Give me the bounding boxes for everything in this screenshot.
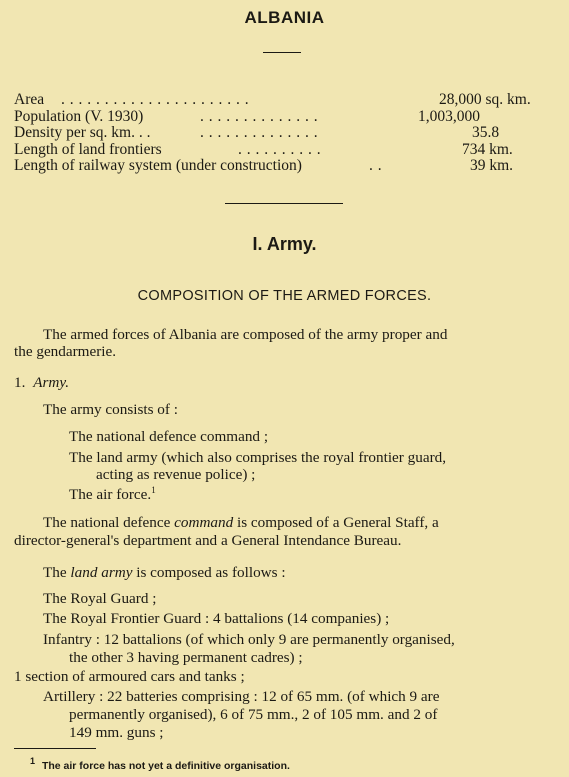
footnote-divider [14, 748, 96, 749]
stat-value: 734 km. [462, 140, 513, 158]
stat-leader-dots: . . . . . . . . . . [238, 140, 322, 158]
list-item: The land army (which also comprises the royal frontier guard, [69, 449, 447, 466]
stat-label: Population (V. 1930) [14, 107, 144, 125]
subsection-number: 1. [14, 374, 26, 391]
footnote [30, 756, 290, 772]
subsection-heading [14, 374, 69, 392]
stat-leader-dots: . . . . . . . . . . . . . . [200, 124, 319, 141]
list-item: Infantry : 12 battalions (of which only 9 are permanently organised, [43, 631, 455, 648]
paragraph-line [43, 514, 439, 532]
stat-value: 1,003,000 [418, 107, 480, 125]
paragraph-line: The army consists of : [43, 401, 178, 418]
stat-leader-dots: . . . . . . . . . . . . . . . . . . . . . . [61, 91, 250, 108]
list-item: The national defence command ; [69, 428, 269, 445]
title-divider [263, 52, 301, 53]
list-item: The Royal Frontier Guard : 4 battalions (14 companies) ; [43, 610, 390, 627]
list-item-continuation: 149 mm. guns ; [69, 724, 164, 741]
section-heading: COMPOSITION OF THE ARMED FORCES. [137, 288, 432, 304]
footnote-reference: 1 [151, 485, 156, 495]
emphasis-text: land army [70, 564, 133, 581]
list-item-continuation: permanently organised), 6 of 75 mm., 2 of 105 mm. and 2 of [69, 706, 438, 723]
list-item [69, 485, 156, 504]
chapter-heading: I. Army. [252, 234, 317, 254]
paragraph-line: the gendarmerie. [14, 343, 117, 360]
paragraph-line: The armed forces of Albania are composed of the army proper and [43, 326, 448, 343]
subsection-title: Army. [33, 374, 70, 391]
emphasis-text: command [174, 514, 234, 531]
text-run: is composed of a General Staff, a [233, 514, 439, 531]
list-item-continuation: acting as revenue police) ; [96, 466, 256, 483]
text-run: The national defence [43, 514, 175, 531]
stat-row-density [14, 125, 554, 142]
page-title: ALBANIA [244, 8, 325, 27]
text-run: is composed as follows : [132, 564, 286, 581]
list-item: Artillery : 22 batteries comprising : 12 of 65 mm. (of which 9 are [43, 688, 440, 705]
text-run: The [43, 564, 71, 581]
stat-row-population [14, 109, 554, 126]
stat-value: 39 km. [470, 157, 514, 174]
statistics-table [14, 92, 554, 175]
paragraph-line: director-general's department and a General Intendance Bureau. [14, 532, 402, 549]
footnote-mark: 1 [30, 756, 36, 766]
stat-value: 35.8 [472, 124, 500, 141]
paragraph-line [43, 564, 286, 582]
stat-label: Length of railway system (under construction) [14, 157, 302, 174]
list-item: The Royal Guard ; [43, 590, 157, 607]
stat-label: Area [14, 91, 45, 108]
stat-label: Density per sq. km. . . [14, 124, 151, 141]
stat-leader-dots: . . [369, 157, 383, 174]
list-item-text: The air force. [69, 486, 152, 504]
stat-row-land-frontiers [14, 142, 554, 159]
stat-value: 28,000 sq. km. [439, 91, 531, 108]
list-item-continuation: the other 3 having permanent cadres) ; [69, 649, 303, 666]
footnote-text: The air force has not yet a definitive organisation. [41, 759, 290, 772]
stat-leader-dots: . . . . . . . . . . . . . . [200, 107, 319, 125]
stat-row-railway [14, 158, 554, 175]
section-divider [225, 203, 343, 204]
stat-label: Length of land frontiers [14, 140, 162, 158]
list-item: 1 section of armoured cars and tanks ; [14, 668, 245, 685]
stat-row-area [14, 92, 554, 109]
